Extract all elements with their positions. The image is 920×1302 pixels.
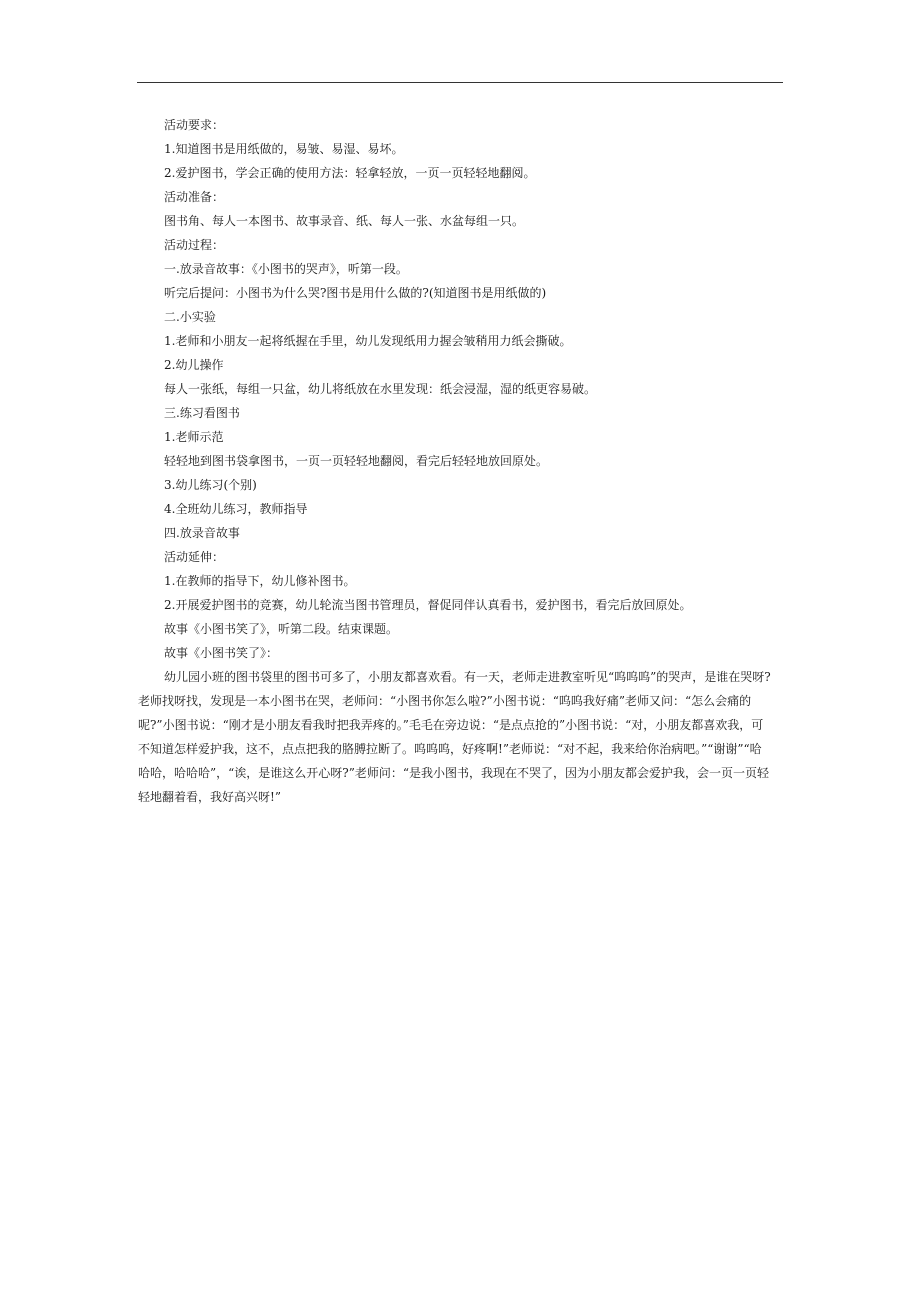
text-line: 3.幼儿练习(个别)	[164, 478, 257, 492]
text-line: 轻轻地到图书袋拿图书，一页一页轻轻地翻阅，看完后轻轻地放回原处。	[164, 454, 549, 468]
text-line: 活动延伸：	[164, 550, 225, 564]
story-line: 哈哈，哈哈哈”，“诶，是谁这么开心呀?”老师问：“是我小图书，我现在不哭了，因为小朋友都会爱护我，会一页一页轻	[138, 766, 769, 780]
text-line: 1.知道图书是用纸做的，易皱、易湿、易坏。	[164, 142, 404, 156]
story-line: 轻地翻着看，我好高兴呀!”	[138, 790, 281, 804]
text-line: 一.放录音故事：《小图书的哭声》，听第一段。	[164, 262, 408, 276]
story-line: 不知道怎样爱护我，这不，点点把我的胳膊拉断了。呜呜呜，好疼啊!”老师说：“对不起，我来给你治病吧。”“谢谢”“哈	[138, 742, 762, 756]
text-line: 四.放录音故事	[164, 526, 240, 540]
text-line: 三.练习看图书	[164, 406, 240, 420]
text-line: 听完后提问：小图书为什么哭?图书是用什么做的?(知道图书是用纸做的)	[164, 286, 547, 300]
text-line: 活动过程：	[164, 238, 225, 252]
text-line: 2.爱护图书，学会正确的使用方法：轻拿轻放，一页一页轻轻地翻阅。	[164, 166, 536, 180]
text-line: 2.开展爱护图书的竞赛，幼儿轮流当图书管理员，督促同伴认真看书，爱护图书，看完后放回原处。	[164, 598, 692, 612]
text-line: 2.幼儿操作	[164, 358, 224, 372]
text-line: 图书角、每人一本图书、故事录音、纸、每人一张、水盆每组一只。	[164, 214, 525, 228]
story-line: 老师找呀找，发现是一本小图书在哭，老师问：“小图书你怎么啦?”小图书说：“呜呜我好痛”老师又问：“怎么会痛的	[138, 694, 752, 708]
document-body	[138, 113, 786, 809]
story-line: 幼儿园小班的图书袋里的图书可多了，小朋友都喜欢看。有一天，老师走进教室听见“呜呜呜”的哭声，是谁在哭呀?	[164, 670, 771, 684]
text-line: 二.小实验	[164, 310, 216, 324]
text-line: 1.老师和小朋友一起将纸握在手里，幼儿发现纸用力握会皱稍用力纸会撕破。	[164, 334, 572, 348]
text-line: 4.全班幼儿练习，教师指导	[164, 502, 308, 516]
story-line: 呢?”小图书说：“刚才是小朋友看我时把我弄疼的。”毛毛在旁边说：“是点点抢的”小图书说：“对，小朋友都喜欢我，可	[138, 718, 764, 732]
header-rule	[137, 82, 783, 83]
text-line: 故事《小图书笑了》，听第二段。结束课题。	[164, 622, 399, 636]
text-line: 1.在教师的指导下，幼儿修补图书。	[164, 574, 356, 588]
text-line: 活动准备：	[164, 190, 225, 204]
text-line: 故事《小图书笑了》：	[164, 646, 279, 660]
story-paragraph	[138, 665, 786, 809]
text-line: 1.老师示范	[164, 430, 224, 444]
text-line: 每人一张纸，每组一只盆，幼儿将纸放在水里发现：纸会浸湿，湿的纸更容易破。	[164, 382, 597, 396]
text-line: 活动要求：	[164, 118, 225, 132]
